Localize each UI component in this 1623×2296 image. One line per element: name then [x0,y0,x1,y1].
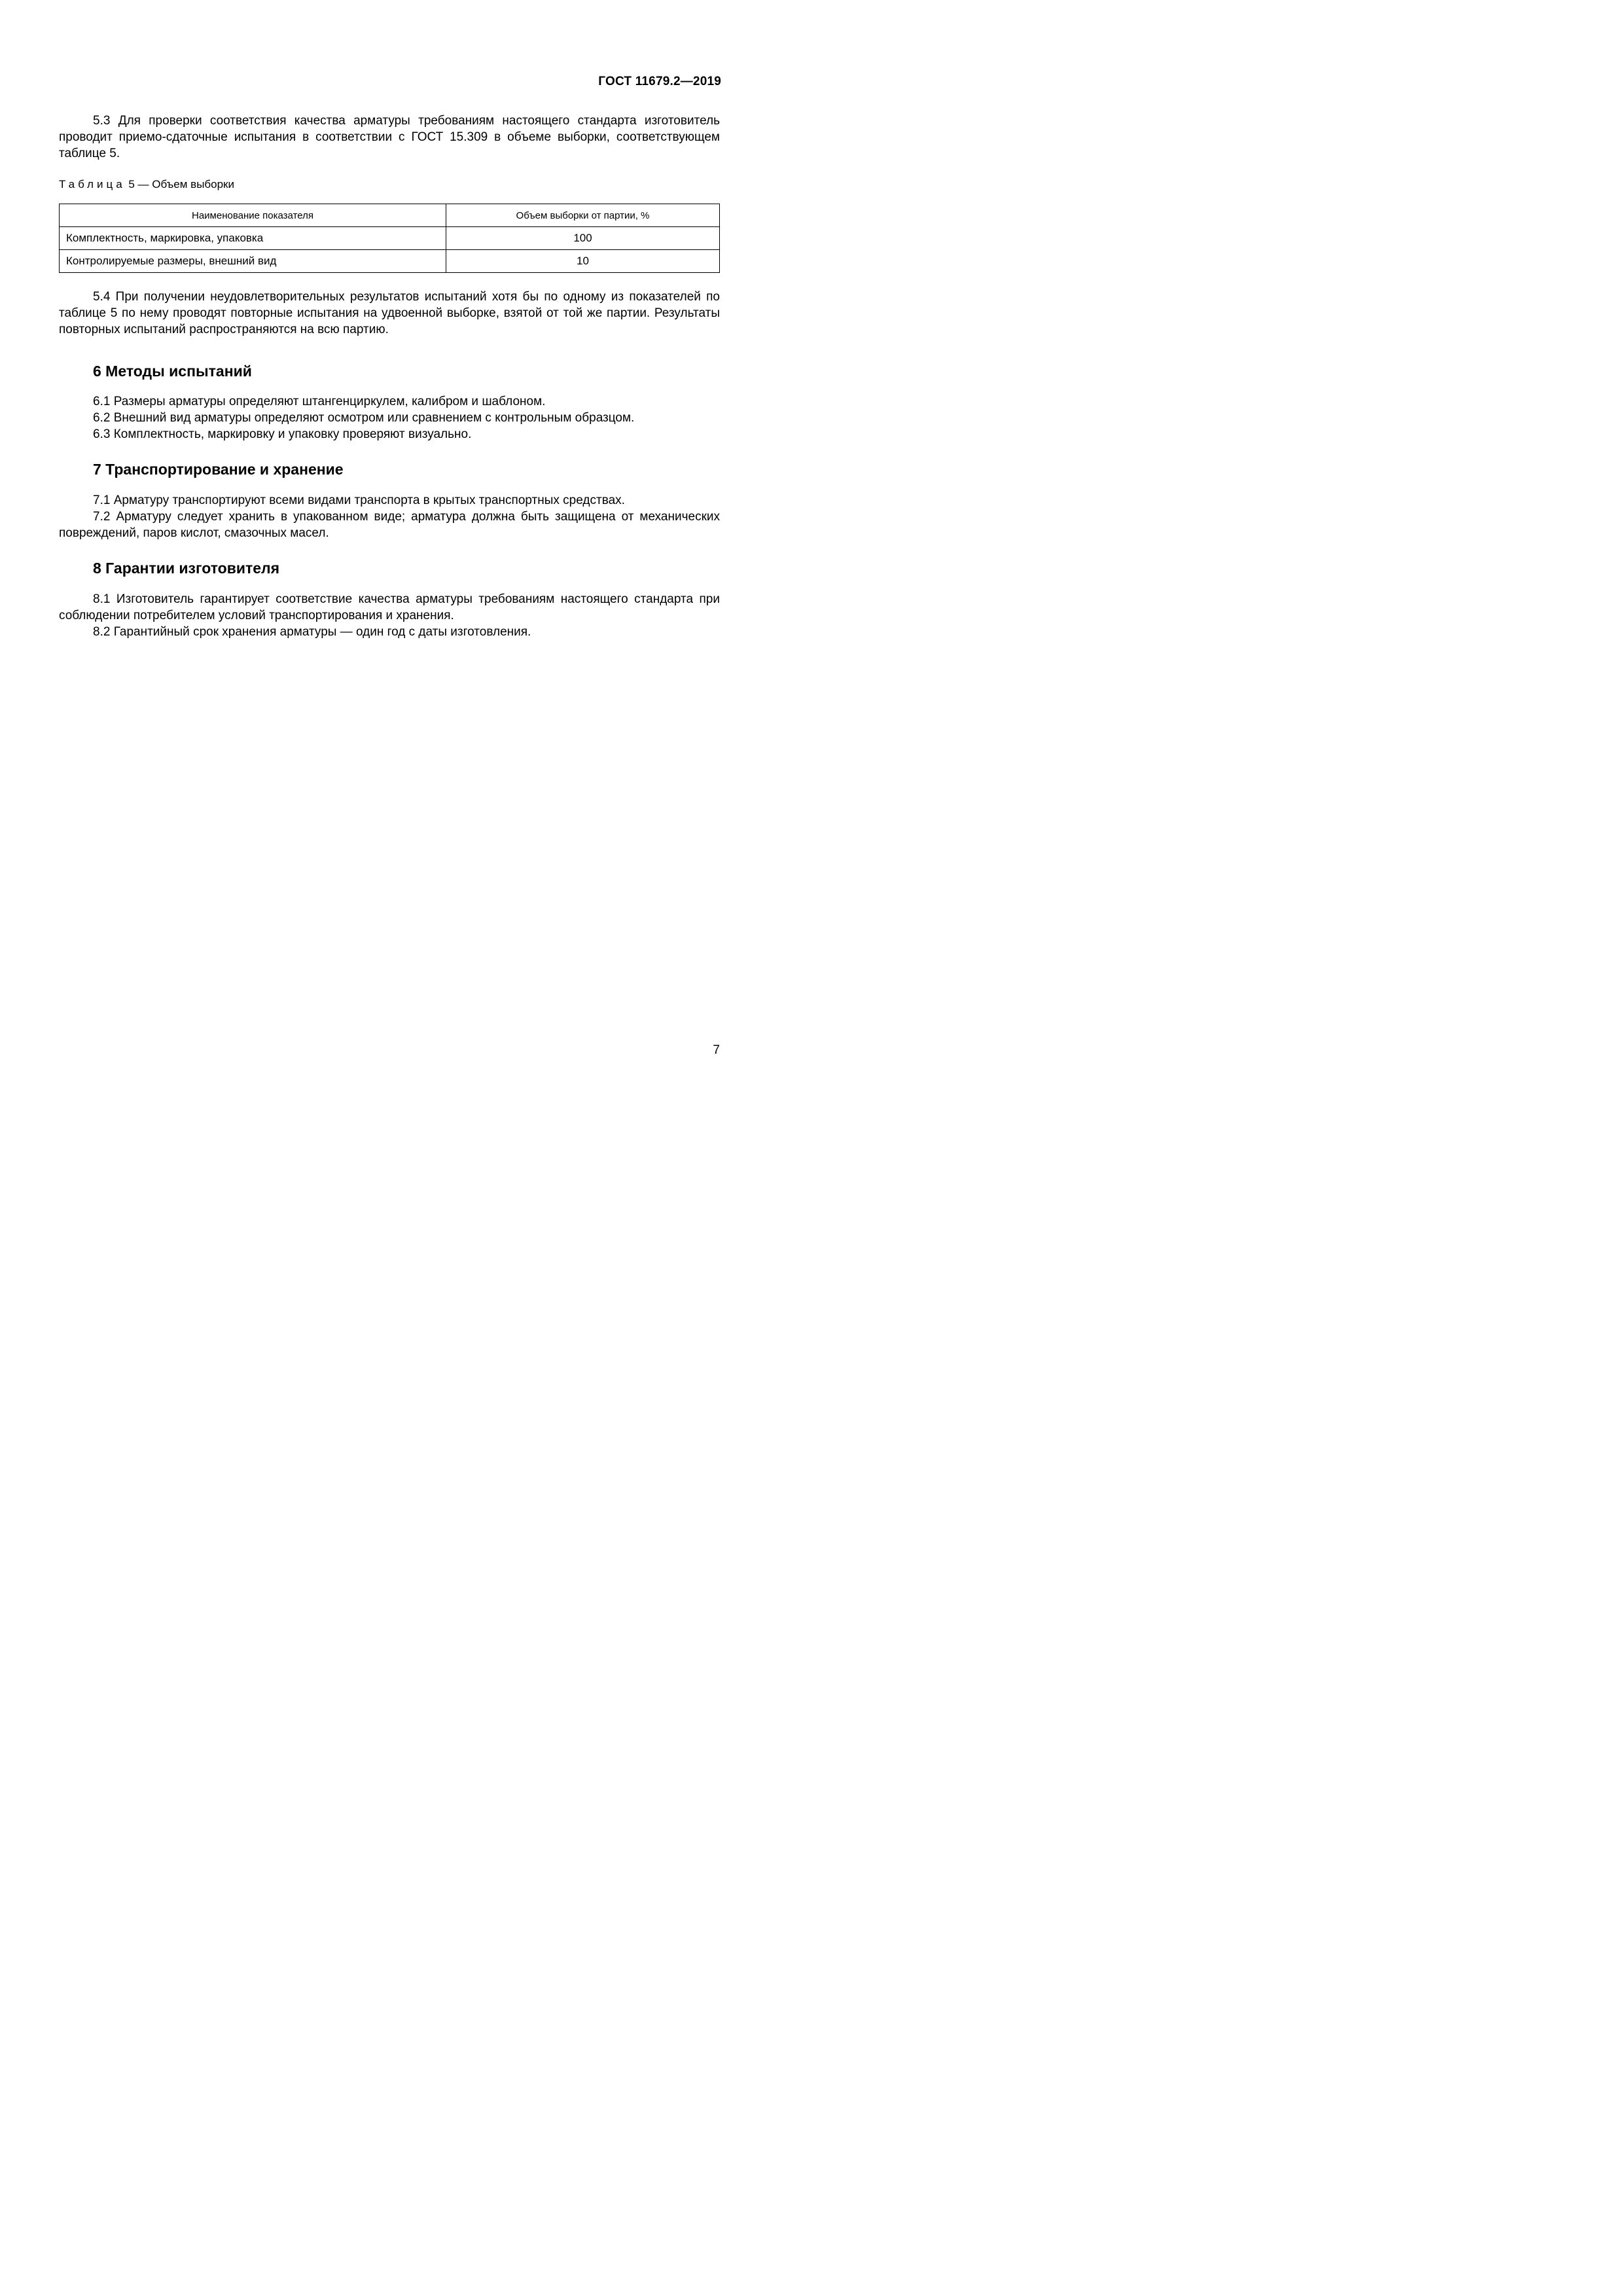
paragraph-7-2: 7.2 Арматуру следует хранить в упакованном виде; арматура должна быть защищена от механических повреждений, паров кислот, смазочных масел. [59,510,720,540]
paragraph-6-2: 6.2 Внешний вид арматуры определяют осмотром или сравнением с контрольным образцом. [93,411,635,425]
table-header-sample-size: Объем выборки от партии, % [446,204,720,227]
paragraph-8-2: 8.2 Гарантийный срок хранения арматуры — один год с даты изготовления. [93,625,531,639]
table-cell-indicator: Комплектность, маркировка, упаковка [60,227,446,250]
section-8-heading: 8 Гарантии изготовителя [93,560,280,577]
section-7-heading: 7 Транспортирование и хранение [93,461,344,478]
paragraph-5-4: 5.4 При получении неудовлетворительных результатов испытаний хотя бы по одному из показателей по таблице 5 по нему проводят повторные испытания на удвоенной выборке, взятой от той же партии. Результаты повторных испытаний распространяются на всю партию. [59,290,720,336]
sample-size-table [59,204,720,273]
paragraph-6-3: 6.3 Комплектность, маркировку и упаковку проверяют визуально. [93,427,472,441]
table-cell-value: 10 [446,250,720,273]
paragraph-8-1: 8.1 Изготовитель гарантирует соответствие качества арматуры требованиям настоящего стандарта при соблюдении потребителем условий транспортирования и хранения. [59,592,720,622]
document-code-header: ГОСТ 11679.2—2019 [598,75,721,88]
paragraph-5-3: 5.3 Для проверки соответствия качества арматуры требованиям настоящего стандарта изготовитель проводит приемо-сдаточные испытания в соответствии с ГОСТ 15.309 в объеме выборки, соответствующем таблице 5. [59,114,720,160]
section-6-heading: 6 Методы испытаний [93,363,252,380]
table-caption-title: 5 — Объем выборки [125,178,234,190]
paragraph-7-1: 7.1 Арматуру транспортируют всеми видами транспорта в крытых транспортных средствах. [93,493,625,507]
table-5-caption [59,178,234,191]
paragraph-6-1: 6.1 Размеры арматуры определяют штангенциркулем, калибром и шаблоном. [93,395,546,408]
table-row [60,250,720,273]
page-number: 7 [713,1043,720,1057]
table-row [60,227,720,250]
table-cell-value: 100 [446,227,720,250]
table-header-row [60,204,720,227]
document-page [0,0,812,1148]
table-header-indicator: Наименование показателя [60,204,446,227]
table-cell-indicator: Контролируемые размеры, внешний вид [60,250,446,273]
table-caption-prefix: Таблица [59,178,126,190]
